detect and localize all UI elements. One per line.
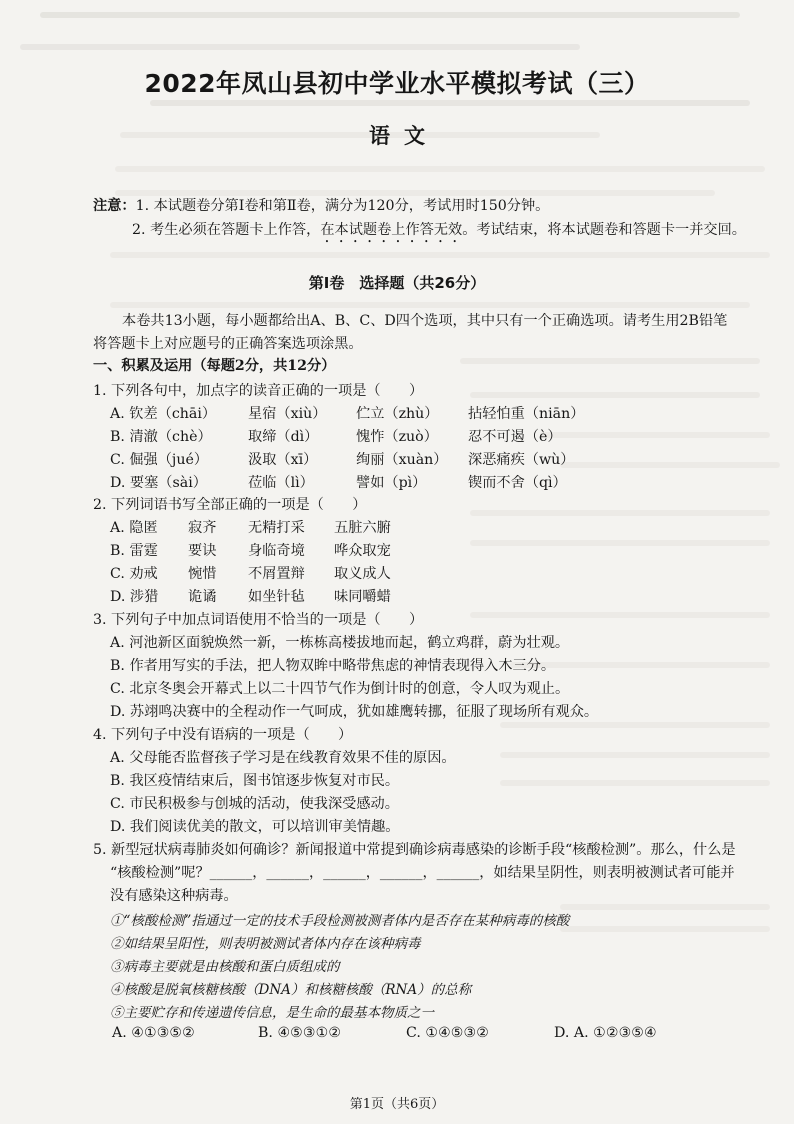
q4-stem: 4. 下列句子中没有语病的一项是（ ） <box>93 727 353 743</box>
q5-item-3: ③病毒主要就是由核酸和蛋白质组成的 <box>110 959 340 975</box>
q5-stem-3: 没有感染这种病毒。 <box>110 888 238 904</box>
q2-stem: 2. 下列词语书写全部正确的一项是（ ） <box>93 497 367 513</box>
section-intro-1: 本卷共13小题，每小题都给出A、B、C、D四个选项，其中只有一个正确选项。请考生用2B铅笔 <box>122 313 728 329</box>
q5-option-c: C. ①④⑤③② <box>406 1025 489 1041</box>
notes-block <box>93 195 549 215</box>
notes-label: 注意： <box>93 198 136 214</box>
q4-option-b: B. 我区疫情结束后，图书馆逐步恢复对市民。 <box>110 773 400 789</box>
page-footer: 第1页（共6页） <box>349 1097 445 1112</box>
q5-item-4: ④核酸是脱氧核糖核酸（DNA）和核糖核酸（RNA）的总称 <box>110 982 472 998</box>
notes-line-2 <box>132 219 746 246</box>
q5-stem-1: 5. 新型冠状病毒肺炎如何确诊？新闻报道中常提到确诊病毒感染的诊断手段“核酸检测”。那么，什么是 <box>93 842 736 858</box>
q3-option-c: C. 北京冬奥会开幕式上以二十四节气作为倒计时的创意，令人叹为观止。 <box>110 681 570 697</box>
q5-stem-2: “核酸检测”呢？______，______，______，______，______，如结果呈阴性，则表明被测试者可能并 <box>110 865 735 881</box>
q4-option-d: D. 我们阅读优美的散文，可以培训审美情趣。 <box>110 819 400 835</box>
notes-line-2-emphasis: 在本试题卷上作答无效 <box>320 222 463 238</box>
section-title: 第Ⅰ卷 选择题（共26分） <box>308 274 486 292</box>
q1-stem: 1. 下列各句中，加点字的读音正确的一项是（ ） <box>93 383 424 399</box>
q5-item-2: ②如结果呈阳性，则表明被测试者体内存在该种病毒 <box>110 936 421 952</box>
section-intro-2: 将答题卡上对应题号的正确答案选项涂黑。 <box>93 336 363 352</box>
q5-options <box>112 1025 772 1045</box>
subject-title: 语文 <box>369 124 439 148</box>
part-heading: 一、积累及运用（每题2分，共12分） <box>93 358 336 374</box>
q4-option-c: C. 市民积极参与创城的活动，使我深受感动。 <box>110 796 399 812</box>
q5-option-b: B. ④⑤③①② <box>258 1025 342 1041</box>
q4-option-a: A. 父母能否监督孩子学习是在线教育效果不佳的原因。 <box>110 750 456 766</box>
q5-item-5: ⑤主要贮存和传递遗传信息，是生命的最基本物质之一 <box>110 1005 434 1021</box>
notes-line-2-pre: 2. 考生必须在答题卡上作答， <box>132 222 321 238</box>
exam-title: 2022年凤山县初中学业水平模拟考试（三） <box>144 69 650 98</box>
q5-option-a: A. ④①③⑤② <box>112 1025 195 1041</box>
q5-option-d: D. A. ①②③⑤④ <box>554 1025 657 1041</box>
q5-item-1: ①“核酸检测”指通过一定的技术手段检测被测者体内是否存在某种病毒的核酸 <box>110 913 570 929</box>
q3-stem: 3. 下列句子中加点词语使用不恰当的一项是（ ） <box>93 612 424 628</box>
q3-option-d: D. 苏翊鸣决赛中的全程动作一气呵成，犹如雄鹰转挪，征服了现场所有观众。 <box>110 704 599 720</box>
q3-option-b: B. 作者用写实的手法，把人物双眸中略带焦虑的神情表现得入木三分。 <box>110 658 556 674</box>
q3-option-a: A. 河池新区面貌焕然一新，一栋栋高楼拔地而起，鹤立鸡群，蔚为壮观。 <box>110 635 570 651</box>
notes-line-1: 1. 本试题卷分第Ⅰ卷和第Ⅱ卷，满分为120分，考试用时150分钟。 <box>135 198 550 214</box>
notes-line-2-post: 。考试结束，将本试题卷和答题卡一并交回。 <box>462 222 746 238</box>
